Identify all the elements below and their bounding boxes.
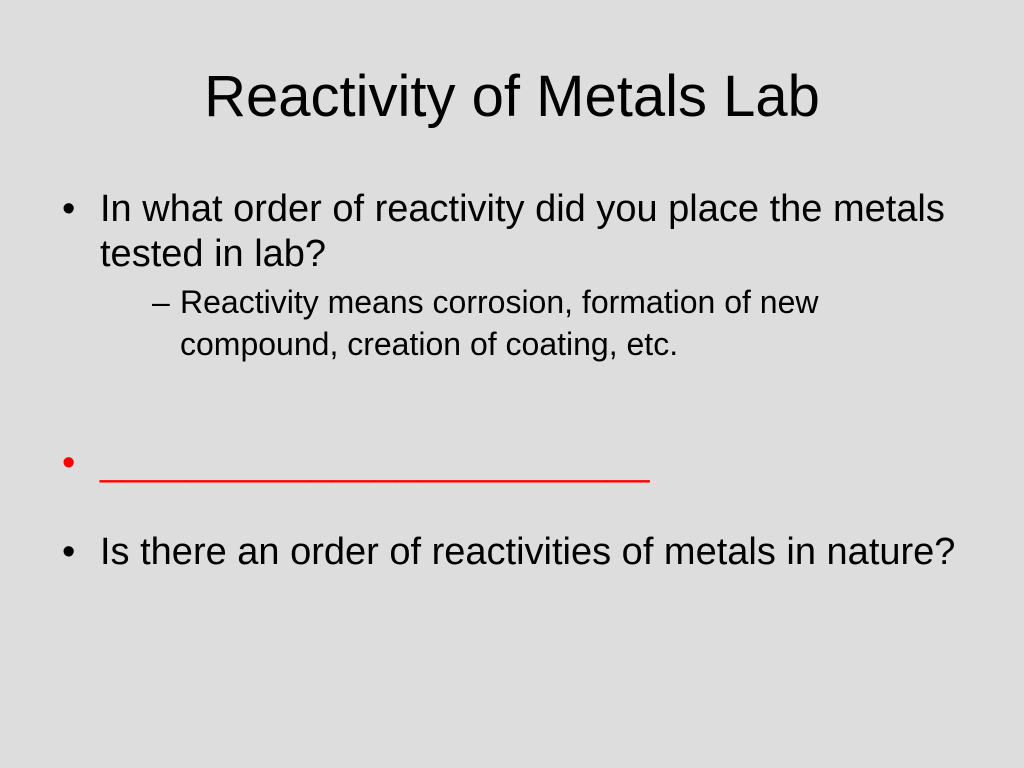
bullet-text: In what order of reactivity did you place the metals tested in lab?: [100, 188, 945, 275]
sub-bullet-item-reactivity-definition: [100, 281, 982, 365]
bullet-item-blank-line: [62, 441, 982, 486]
slide-title: Reactivity of Metals Lab: [204, 64, 820, 129]
bullet-text: Is there an order of reactivities of metals in nature?: [100, 531, 956, 573]
bullet-item-order-question: [62, 187, 982, 365]
bullet-item-nature-question: [62, 530, 982, 575]
sub-bullet-text: Reactivity means corrosion, formation of new compound, creation of coating, etc.: [180, 284, 819, 362]
bullet-list: [62, 187, 982, 575]
bullet-dot-icon: •: [62, 188, 76, 230]
dash-icon: –: [152, 284, 170, 320]
bullet-dot-icon: •: [62, 531, 76, 573]
bullet-dot-icon: •: [62, 442, 76, 484]
blank-answer-line: __________________________: [100, 442, 650, 484]
